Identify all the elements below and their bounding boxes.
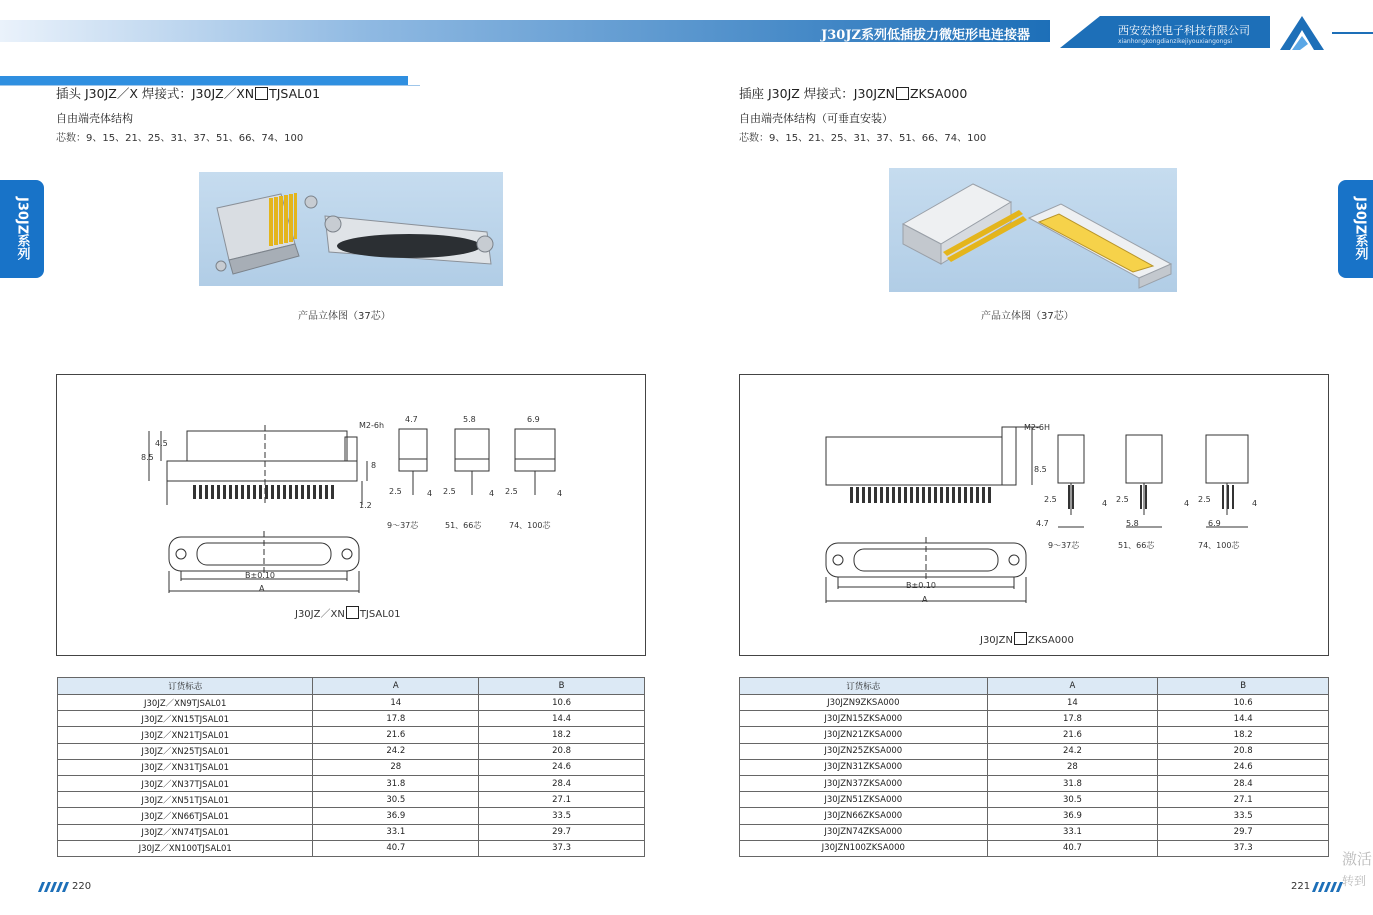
table-header: A [313,678,479,695]
right-drawing-caption: J30JZN ZKSA000 [980,632,1074,646]
table-row [740,711,1329,727]
table-cell: 18.2 [479,727,645,743]
company-pinyin: xianhongkongdianzikejiyouxiangongsi [1118,38,1232,45]
left-dim: 6.9 [527,415,540,424]
right-dim: 2.5 [1198,495,1211,504]
company-name: 西安宏控电子科技有限公司 [1118,24,1250,37]
table-cell: 36.9 [987,808,1158,824]
table-row [58,824,645,840]
table-cell: J30JZ／XN37TJSAL01 [58,775,313,791]
table-cell: J30JZN9ZKSA000 [740,695,988,711]
table-cell: 31.8 [313,775,479,791]
left-cores: 芯数：9、15、21、25、31、37、51、66、74、100 [56,133,304,144]
side-tab-right: J30JZ系列 [1338,180,1373,278]
footer-stripes-icon [38,882,70,892]
left-title: 插头 J30JZ／X 焊接式：J30JZ／XN TJSAL01 [56,86,321,101]
table-cell: J30JZ／XN31TJSAL01 [58,759,313,775]
table-cell: 28.4 [479,775,645,791]
table-row [740,792,1329,808]
right-title: 插座 J30JZ 焊接式：J30JZN ZKSA000 [739,86,968,101]
table-row [740,759,1329,775]
table-header: B [479,678,645,695]
left-spec-table [57,677,645,857]
left-variant-label: 74、100芯 [509,521,551,530]
table-header: A [987,678,1158,695]
left-photo-caption: 产品立体图（37芯） [298,311,391,322]
table-cell: 30.5 [987,792,1158,808]
left-variant-label: 9～37芯 [387,521,419,530]
table-row [740,808,1329,824]
table-row [58,743,645,759]
company-logo-icon [1278,14,1326,52]
right-cores: 芯数：9、15、21、25、31、37、51、66、74、100 [739,133,987,144]
left-dim: 4.7 [405,415,418,424]
side-tab-left: J30JZ系列 [0,180,44,278]
right-dim: 6.9 [1208,519,1221,528]
table-cell: 24.2 [987,743,1158,759]
right-dim: 4 [1184,499,1190,508]
table-cell: J30JZ／XN9TJSAL01 [58,695,313,711]
table-cell: J30JZ／XN25TJSAL01 [58,743,313,759]
right-variant-label: 51、66芯 [1118,541,1155,550]
table-cell: 28 [987,759,1158,775]
table-cell: 17.8 [313,711,479,727]
left-dim: 5.8 [463,415,476,424]
placeholder-box-icon [346,606,359,619]
table-header: 订货标志 [58,678,313,695]
right-variant-label: 74、100芯 [1198,541,1240,550]
table-cell: 24.6 [1158,759,1329,775]
table-row [740,824,1329,840]
right-technical-drawing [740,375,1328,655]
table-row [58,711,645,727]
table-row [58,695,645,711]
table-cell: J30JZN31ZKSA000 [740,759,988,775]
table-row [58,727,645,743]
right-drawing-box [739,374,1329,656]
table-cell: 20.8 [479,743,645,759]
table-cell: 14.4 [479,711,645,727]
table-cell: 33.5 [479,808,645,824]
table-cell: 40.7 [313,840,479,856]
right-dim: 4.7 [1036,519,1049,528]
right-product-photo [889,168,1177,292]
page-number-right: 221 [1291,881,1311,892]
table-row [58,840,645,856]
page-number-left: 220 [72,881,92,892]
table-cell: J30JZ／XN15TJSAL01 [58,711,313,727]
table-cell: J30JZ／XN66TJSAL01 [58,808,313,824]
left-dim: 2.5 [505,487,518,496]
table-cell: 10.6 [1158,695,1329,711]
table-cell: 28.4 [1158,775,1329,791]
left-drawing-box [56,374,646,656]
left-variant-label: 51、66芯 [445,521,482,530]
table-row [740,775,1329,791]
table-cell: 20.8 [1158,743,1329,759]
table-cell: J30JZ／XN51TJSAL01 [58,792,313,808]
right-structure: 自由端壳体结构（可垂直安装） [739,112,893,125]
left-dim: 4 [427,489,433,498]
table-cell: 21.6 [313,727,479,743]
right-spec-table [739,677,1329,857]
table-cell: 37.3 [1158,840,1329,856]
table-cell: J30JZN51ZKSA000 [740,792,988,808]
table-header: B [1158,678,1329,695]
right-photo-caption: 产品立体图（37芯） [981,311,1074,322]
table-row [740,743,1329,759]
table-cell: 33.1 [313,824,479,840]
table-cell: 17.8 [987,711,1158,727]
left-dim: 4.5 [155,439,168,448]
table-cell: 33.5 [1158,808,1329,824]
placeholder-box-icon [896,87,909,100]
placeholder-box-icon [255,87,268,100]
table-cell: J30JZ／XN100TJSAL01 [58,840,313,856]
table-cell: J30JZN15ZKSA000 [740,711,988,727]
left-dim: 2.5 [443,487,456,496]
table-row [58,775,645,791]
right-dim: 4 [1252,499,1258,508]
table-cell: 30.5 [313,792,479,808]
table-cell: 10.6 [479,695,645,711]
table-cell: 14 [987,695,1158,711]
table-cell: 36.9 [313,808,479,824]
left-dim: 4 [489,489,495,498]
header-title: J30JZ系列低插拔力微矩形电连接器 [821,28,1030,43]
table-cell: 31.8 [987,775,1158,791]
right-dim: 4 [1102,499,1108,508]
right-a-label: A [922,595,928,604]
table-cell: 29.7 [1158,824,1329,840]
table-cell: 29.7 [479,824,645,840]
table-row [58,808,645,824]
table-cell: 14.4 [1158,711,1329,727]
left-drawing-caption: J30JZ／XN TJSAL01 [295,605,401,620]
table-cell: J30JZN25ZKSA000 [740,743,988,759]
table-cell: 40.7 [987,840,1158,856]
right-b-label: B±0.10 [906,581,937,590]
left-product-photo [199,172,503,286]
table-header: 订货标志 [740,678,988,695]
table-cell: 24.2 [313,743,479,759]
right-variant-label: 9～37芯 [1048,541,1080,550]
right-dim: 5.8 [1126,519,1139,528]
left-dim: 8.5 [141,453,154,462]
right-dim: 8.5 [1034,465,1047,474]
table-row [740,840,1329,856]
left-structure: 自由端壳体结构 [56,112,133,125]
left-dim: 1.2 [359,501,372,510]
table-cell: 37.3 [479,840,645,856]
right-dim: 2.5 [1116,495,1129,504]
table-row [740,727,1329,743]
table-cell: 21.6 [987,727,1158,743]
left-m-label: M2-6h [359,421,385,430]
right-dim: 2.5 [1044,495,1057,504]
right-m-label: M2-6H [1024,423,1050,432]
table-cell: J30JZN100ZKSA000 [740,840,988,856]
placeholder-box-icon [1014,632,1027,645]
table-cell: 24.6 [479,759,645,775]
left-a-label: A [259,584,265,593]
table-cell: J30JZN21ZKSA000 [740,727,988,743]
footer-stripes-icon [1312,882,1344,892]
left-b-label: B±0.10 [245,571,276,580]
table-cell: 33.1 [987,824,1158,840]
table-row [58,792,645,808]
left-dim: 4 [557,489,563,498]
table-row [58,759,645,775]
left-dim: 2.5 [389,487,402,496]
table-cell: J30JZ／XN21TJSAL01 [58,727,313,743]
table-cell: 14 [313,695,479,711]
left-dim: 8 [371,461,377,470]
table-cell: J30JZ／XN74TJSAL01 [58,824,313,840]
table-cell: J30JZN37ZKSA000 [740,775,988,791]
table-cell: 28 [313,759,479,775]
table-cell: J30JZN66ZKSA000 [740,808,988,824]
table-cell: 27.1 [479,792,645,808]
header-rule [1332,32,1373,34]
table-row [740,695,1329,711]
table-cell: J30JZN74ZKSA000 [740,824,988,840]
table-cell: 18.2 [1158,727,1329,743]
table-cell: 27.1 [1158,792,1329,808]
activation-watermark: 激活 转到 [1342,850,1373,888]
